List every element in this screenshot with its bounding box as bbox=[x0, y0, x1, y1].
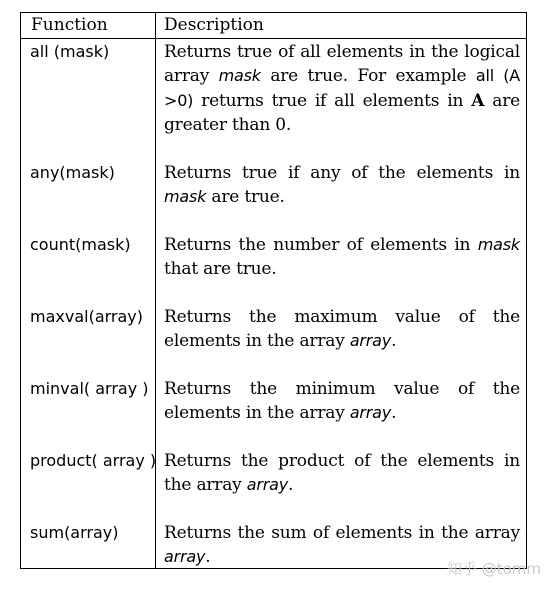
header-divider bbox=[21, 38, 526, 39]
function-description: Returns the product of the elements in the array array. bbox=[164, 451, 520, 496]
function-description: Returns the maximum value of the elements in the array array. bbox=[164, 307, 520, 352]
function-description: Returns the sum of elements in the array array. bbox=[164, 523, 520, 568]
functions-table bbox=[20, 12, 527, 569]
function-name: all (mask) bbox=[30, 42, 110, 61]
function-description: Returns the number of elements in mask that are true. bbox=[164, 235, 520, 280]
watermark: 知乎 @tomm bbox=[446, 560, 541, 578]
function-name: maxval(array) bbox=[30, 307, 144, 326]
function-name: sum(array) bbox=[30, 523, 119, 542]
function-name: minval( array ) bbox=[30, 379, 149, 398]
function-description: Returns the minimum value of the elements in the array array. bbox=[164, 379, 520, 424]
function-name: product( array ) bbox=[30, 451, 157, 470]
column-divider bbox=[155, 13, 156, 568]
function-name: count(mask) bbox=[30, 235, 131, 254]
function-description: Returns true if any of the elements in mask are true. bbox=[164, 163, 520, 208]
function-name: any(mask) bbox=[30, 163, 115, 182]
header-function: Function bbox=[31, 15, 108, 35]
function-description: Returns true of all elements in the logical array mask are true. For example all (A >0) returns true if all elements in A are greater than 0. bbox=[164, 42, 520, 135]
header-description: Description bbox=[164, 15, 264, 35]
